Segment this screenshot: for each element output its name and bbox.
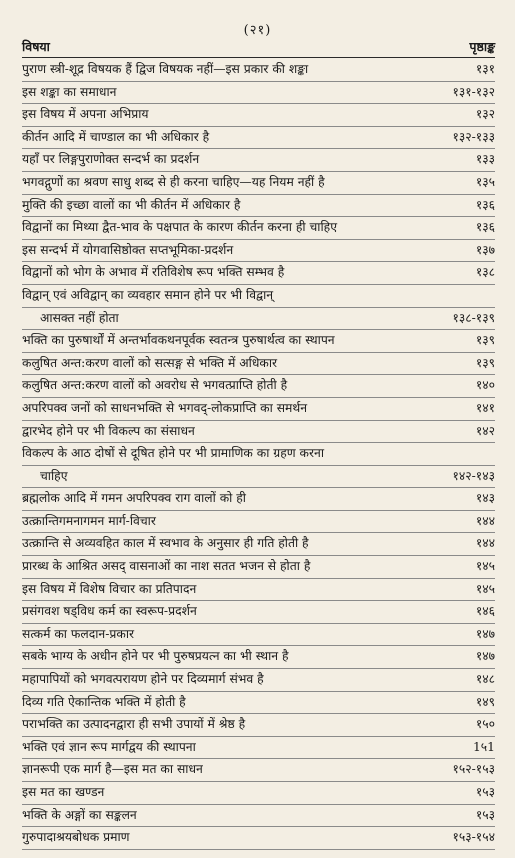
contents-row bbox=[22, 714, 495, 737]
entry-page: १४२-१४३ bbox=[452, 468, 495, 483]
entry-page: १४० bbox=[475, 378, 495, 393]
entry-page: १३९ bbox=[475, 333, 495, 348]
entry-title: भक्ति एवं ज्ञान रूप मार्गद्वय की स्थापना bbox=[22, 739, 196, 754]
entry-page: १५३ bbox=[475, 807, 495, 822]
entry-page: १४३ bbox=[475, 491, 495, 506]
entry-page: 1५1 bbox=[472, 739, 495, 754]
entry-title: ज्ञानरूपी एक मार्ग है—इस मत का साधन bbox=[22, 762, 203, 777]
entry-page: १५० bbox=[475, 717, 495, 732]
entry-title: ब्रह्मलोक आदि में गमन अपरिपक्व राग वालों को ही bbox=[22, 491, 246, 506]
contents-row bbox=[22, 601, 495, 624]
contents-row bbox=[22, 285, 495, 308]
entry-page: १५३ bbox=[475, 785, 495, 799]
contents-row bbox=[22, 805, 495, 828]
entry-title: गुरुपादाश्रयबोधक प्रमाण bbox=[22, 830, 130, 845]
entry-title: विकल्प के आठ दोषों से दूषित होने पर भी प्रामाणिक का ग्रहण करना bbox=[22, 446, 325, 461]
entry-title: उत्क्रान्ति से अव्यवहित काल में स्वभाव के अनुसार ही गति होती है bbox=[22, 536, 309, 551]
entry-title: भगवद्गुणों का श्रवण साधु शब्द से ही करना चाहिए—यह नियम नहीं है bbox=[22, 174, 325, 189]
contents-row bbox=[22, 217, 495, 240]
entry-page: १५२-१५३ bbox=[452, 762, 495, 777]
contents-list bbox=[22, 59, 495, 850]
header-topic: विषया bbox=[22, 39, 50, 54]
entry-page: १५३-१५४ bbox=[452, 830, 495, 845]
contents-row bbox=[22, 533, 495, 556]
entry-title: भक्ति का पुरुषार्थों में अन्तर्भावकथनपूर्वक स्वतन्त्र पुरुषार्थत्व का स्थापन bbox=[22, 333, 335, 348]
contents-row bbox=[22, 375, 495, 398]
entry-title: इस विषय में विशेष विचार का प्रतिपादन bbox=[22, 581, 197, 596]
entry-title: पराभक्ति का उत्पादनद्वारा ही सभी उपायों में श्रेष्ठ है bbox=[22, 717, 246, 732]
entry-title: सबके भाग्य के अधीन होने पर भी पुरुषप्रयत्न का भी स्थान है bbox=[22, 649, 289, 664]
contents-row bbox=[22, 398, 495, 421]
entry-title: प्रसंगवश षड्विध कर्म का स्वरूप-प्रदर्शन bbox=[22, 604, 197, 619]
contents-row bbox=[22, 172, 495, 195]
contents-row bbox=[22, 488, 495, 511]
entry-page: १४४ bbox=[475, 513, 495, 528]
contents-row bbox=[22, 737, 495, 760]
entry-title: इस शङ्का का समाधान bbox=[22, 84, 117, 99]
contents-row bbox=[22, 556, 495, 579]
entry-title: विद्वान् एवं अविद्वान् का व्यवहार समान होने पर भी विद्वान् bbox=[22, 287, 274, 302]
entry-title: इस मत का खण्डन bbox=[22, 785, 105, 799]
entry-page: १४५ bbox=[475, 581, 495, 596]
entry-title: विद्वानों का मिथ्या द्वैत-भाव के पक्षपात के कारण कीर्तन करना ही चाहिए bbox=[22, 220, 338, 235]
contents-row bbox=[22, 59, 495, 82]
contents-row bbox=[22, 692, 495, 715]
entry-page: १४१ bbox=[475, 400, 495, 415]
contents-row bbox=[22, 308, 495, 331]
entry-page: १३१-१३२ bbox=[452, 84, 495, 99]
page-number: (२१) bbox=[243, 23, 272, 38]
entry-title: सत्कर्म का फलदान-प्रकार bbox=[22, 626, 135, 641]
entry-title: प्रारब्ध के आश्रित असद् वासनाओं का नाश सतत भजन से होता है bbox=[22, 559, 311, 574]
entry-title: महापापियों को भगवत्परायण होने पर दिव्यमार्ग संभव है bbox=[22, 672, 264, 687]
entry-title: चाहिए bbox=[40, 468, 68, 483]
contents-row bbox=[22, 195, 495, 218]
entry-page: १४६ bbox=[475, 604, 495, 619]
contents-row bbox=[22, 759, 495, 782]
entry-title: पुराण स्त्री-शूद्र विषयक हैं द्विज विषयक नहीं—इस प्रकार की शङ्का bbox=[22, 62, 309, 76]
table-header bbox=[22, 38, 495, 58]
contents-row bbox=[22, 782, 495, 805]
contents-row bbox=[22, 466, 495, 489]
entry-page: १३२ bbox=[475, 107, 495, 122]
contents-row bbox=[22, 669, 495, 692]
contents-row bbox=[22, 511, 495, 534]
contents-row bbox=[22, 127, 495, 150]
contents-row bbox=[22, 262, 495, 285]
entry-page: १३७ bbox=[475, 242, 495, 257]
entry-page: १३९ bbox=[475, 355, 495, 370]
entry-title: भक्ति के अङ्गों का सङ्कलन bbox=[22, 807, 137, 822]
entry-title: अपरिपक्व जनों को साधनभक्ति से भगवद्-लोकप्राप्ति का समर्थन bbox=[22, 400, 308, 415]
entry-title: द्वारभेद होने पर भी विकल्प का संसाधन bbox=[22, 423, 195, 438]
entry-title: मुक्ति की इच्छा वालों का भी कीर्तन में अधिकार है bbox=[22, 197, 241, 212]
contents-row bbox=[22, 104, 495, 127]
entry-title: यहाँ पर लिङ्गपुराणोक्त सन्दर्भ का प्रदर्शन bbox=[22, 152, 200, 167]
entry-page: १४४ bbox=[475, 536, 495, 551]
entry-title: इस सन्दर्भ में योगवासिष्ठोक्त सप्तभूमिका-प्रदर्शन bbox=[22, 242, 234, 257]
contents-row bbox=[22, 330, 495, 353]
entry-title: आसक्त नहीं होता bbox=[40, 310, 119, 325]
entry-page: १३६ bbox=[475, 197, 495, 212]
entry-page: १३८-१३९ bbox=[452, 310, 495, 325]
contents-row bbox=[22, 421, 495, 444]
entry-title: उत्क्रान्तिगमनागमन मार्ग-विचार bbox=[22, 513, 156, 528]
entry-page: १४५ bbox=[475, 559, 495, 574]
entry-title: कीर्तन आदि में चाण्डाल का भी अधिकार है bbox=[22, 129, 210, 144]
entry-page: १३१ bbox=[475, 62, 495, 76]
entry-title: कलुषित अन्त:करण वालों को सत्सङ्ग से भक्ति में अधिकार bbox=[22, 355, 278, 370]
entry-page: १४९ bbox=[475, 694, 495, 709]
contents-row bbox=[22, 624, 495, 647]
contents-row bbox=[22, 443, 495, 466]
contents-row bbox=[22, 646, 495, 669]
entry-page: १३२-१३३ bbox=[452, 129, 495, 144]
entry-page: १४८ bbox=[475, 672, 495, 687]
entry-page: १३८ bbox=[475, 265, 495, 280]
contents-row bbox=[22, 149, 495, 172]
contents-row bbox=[22, 353, 495, 376]
contents-row bbox=[22, 82, 495, 105]
contents-row bbox=[22, 240, 495, 263]
entry-page: १४७ bbox=[475, 626, 495, 641]
header-page: पृष्ठाङ्क bbox=[469, 39, 495, 54]
entry-page: १४२ bbox=[475, 423, 495, 438]
entry-page: १४७ bbox=[475, 649, 495, 664]
contents-row bbox=[22, 827, 495, 850]
contents-row bbox=[22, 579, 495, 602]
entry-title: दिव्य गति ऐकान्तिक भक्ति में होती है bbox=[22, 694, 186, 709]
entry-page: १३३ bbox=[475, 152, 495, 167]
entry-page: १३६ bbox=[475, 220, 495, 235]
entry-title: विद्वानों को भोग के अभाव में रतिविशेष रूप भक्ति सम्भव है bbox=[22, 265, 285, 280]
entry-title: इस विषय में अपना अभिप्राय bbox=[22, 107, 149, 122]
entry-title: कलुषित अन्त:करण वालों को अवरोध से भगवत्प्राप्ति होती है bbox=[22, 378, 288, 393]
entry-page: १३५ bbox=[475, 174, 495, 189]
